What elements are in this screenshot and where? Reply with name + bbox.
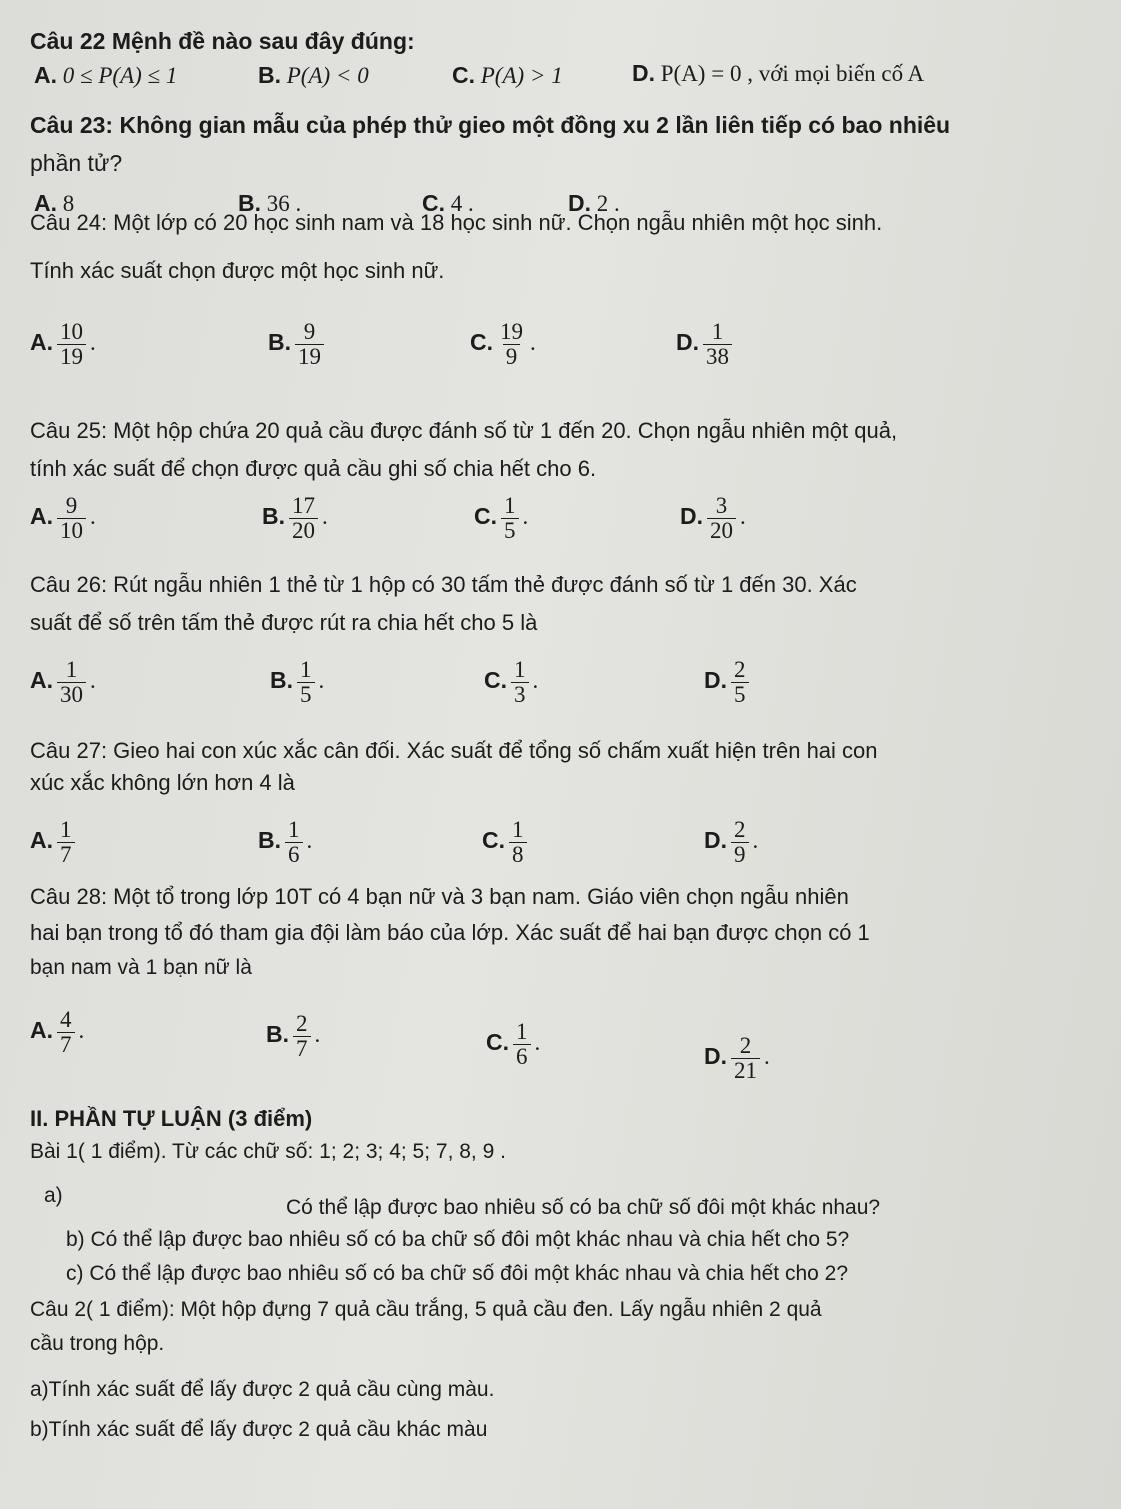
- q25-option-a: A. $\frac{9}{10}$ .: [30, 493, 96, 544]
- q22-option-b: B. P(A) < 0: [258, 62, 369, 88]
- q26-option-b: B. $\frac{1}{5}$ .: [270, 657, 325, 708]
- q24-option-a: A. $\frac{10}{19}$ .: [30, 319, 96, 370]
- q26-option-a: A. $\frac{1}{30}$ .: [30, 657, 96, 708]
- q24-option-b: B. $\frac{9}{19}$: [268, 320, 328, 369]
- bai1-c-text: c) Có thể lập được bao nhiêu số có ba chữ số đôi một khác nhau và chia hết cho 2?: [66, 1262, 849, 1285]
- q27-option-b: B. $\frac{1}{6}$ .: [258, 817, 313, 868]
- bai2-line1: Câu 2( 1 điểm): Một hộp đựng 7 quả cầu trắng, 5 quả cầu đen. Lấy ngẫu nhiên 2 quả: [30, 1298, 822, 1321]
- q28-stem-line2: hai bạn trong tổ đó tham gia đội làm báo của lớp. Xác suất để hai bạn được chọn có 1: [30, 920, 870, 945]
- bai1-a-text: Có thể lập được bao nhiêu số có ba chữ số đôi một khác nhau?: [286, 1196, 881, 1219]
- q27-option-d: D. $\frac{2}{9}$ .: [704, 817, 759, 868]
- q23-option-a: A. 8: [34, 190, 75, 216]
- q26-option-d: D. $\frac{2}{5}$: [704, 658, 753, 707]
- q23-option-c: C. 4 .: [422, 190, 474, 216]
- part2-heading: II. PHẦN TỰ LUẬN (3 điểm): [30, 1106, 313, 1131]
- q24-option-c: C. $\frac{19}{9}$ .: [470, 319, 536, 370]
- q25-stem-line2: tính xác suất để chọn được quả cầu ghi số chia hết cho 6.: [30, 456, 597, 481]
- q26-stem-line2: suất để số trên tấm thẻ được rút ra chia hết cho 5 là: [30, 610, 538, 635]
- q28-stem-line1: Câu 28: Một tổ trong lớp 10T có 4 bạn nữ và 3 bạn nam. Giáo viên chọn ngẫu nhiên: [30, 884, 849, 909]
- q26-option-c: C. $\frac{1}{3}$ .: [484, 657, 539, 708]
- q22-option-d: D. P(A) = 0 , với mọi biến cố A: [632, 60, 925, 86]
- q25-option-b: B. $\frac{17}{20}$ .: [262, 493, 328, 544]
- q27-option-a: A. $\frac{1}{7}$: [30, 818, 79, 867]
- bai1-heading: Bài 1( 1 điểm). Từ các chữ số: 1; 2; 3; 4; 5; 7, 8, 9 .: [30, 1140, 506, 1163]
- q28-option-c: C. $\frac{1}{6}$ .: [486, 1019, 541, 1070]
- q28-option-a: A. $\frac{4}{7}$ .: [30, 1007, 85, 1058]
- q23-stem-line2: phần tử?: [30, 150, 123, 176]
- q22-stem: Câu 22 Mệnh đề nào sau đây đúng:: [30, 28, 415, 54]
- q28-option-d: D. $\frac{2}{21}$ .: [704, 1033, 770, 1084]
- q22-option-c: C. P(A) > 1: [452, 62, 563, 88]
- q23-option-d: D. 2 .: [568, 190, 620, 216]
- q27-stem-line2: xúc xắc không lớn hơn 4 là: [30, 770, 295, 795]
- q25-option-d: D. $\frac{3}{20}$ .: [680, 493, 746, 544]
- q25-option-c: C. $\frac{1}{5}$ .: [474, 493, 529, 544]
- q24-stem-line2: Tính xác suất chọn được một học sinh nữ.: [30, 258, 445, 283]
- q23-option-b: B. 36 .: [238, 190, 302, 216]
- bai2-line2: cầu trong hộp.: [30, 1332, 165, 1355]
- q24-stem-line1: Câu 24: Một lớp có 20 học sinh nam và 18 học sinh nữ. Chọn ngẫu nhiên một học sinh.: [30, 210, 883, 235]
- q26-stem-line1: Câu 26: Rút ngẫu nhiên 1 thẻ từ 1 hộp có 30 tấm thẻ được đánh số từ 1 đến 30. Xác: [30, 572, 857, 597]
- q25-stem-line1: Câu 25: Một hộp chứa 20 quả cầu được đánh số từ 1 đến 20. Chọn ngẫu nhiên một quả,: [30, 418, 898, 443]
- q22-option-a: A. 0 ≤ P(A) ≤ 1: [34, 62, 178, 88]
- bai1-b-text: b) Có thể lập được bao nhiêu số có ba chữ số đôi một khác nhau và chia hết cho 5?: [66, 1228, 850, 1251]
- q27-stem-line1: Câu 27: Gieo hai con xúc xắc cân đối. Xác suất để tổng số chấm xuất hiện trên hai con: [30, 738, 878, 763]
- bai2-a-text: a)Tính xác suất để lấy được 2 quả cầu cùng màu.: [30, 1378, 495, 1401]
- q28-stem-line3: bạn nam và 1 bạn nữ là: [30, 956, 252, 979]
- q23-stem-line1: Câu 23: Không gian mẫu của phép thử gieo một đồng xu 2 lần liên tiếp có bao nhiêu: [30, 112, 951, 138]
- bai2-b-text: b)Tính xác suất để lấy được 2 quả cầu khác màu: [30, 1418, 488, 1441]
- bai1-a-label: a): [44, 1184, 63, 1207]
- q27-option-c: C. $\frac{1}{8}$: [482, 818, 531, 867]
- q24-option-d: D. $\frac{1}{38}$: [676, 320, 736, 369]
- q28-option-b: B. $\frac{2}{7}$ .: [266, 1011, 321, 1062]
